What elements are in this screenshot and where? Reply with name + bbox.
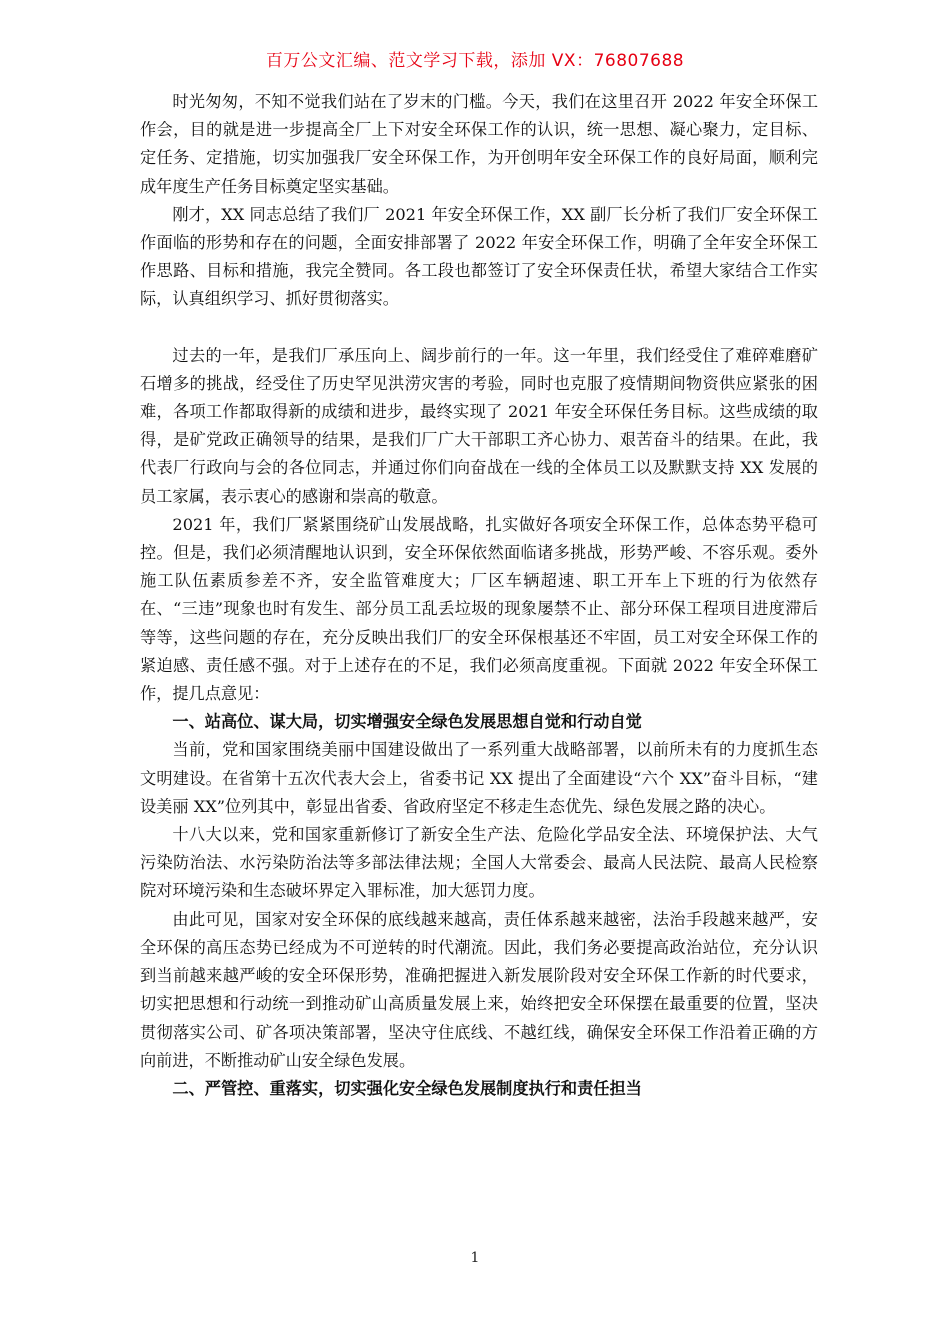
paragraph-laws: 十八大以来，党和国家重新修订了新安全生产法、危险化学品安全法、环境保护法、大气污染防治法、水污染防治法等多部法律法规；全国人大常委会、最高人民法院、最高人民检察院对环境污染和生态破坏界定入罪标准，加大惩罚力度。 <box>140 825 818 901</box>
page-number: 1 <box>470 1250 480 1266</box>
document-body <box>140 88 818 1103</box>
section-heading-1: 一、站高位、谋大局，切实增强安全绿色发展思想自觉和行动自觉 <box>172 712 642 732</box>
paragraph-summary: 刚才，XX 同志总结了我们厂 2021 年安全环保工作，XX 副厂长分析了我们厂安全环保工作面临的形势和存在的问题，全面安排部署了 2022 年安全环保工作，明确了全年安全环保工作思路、目标和措施，我完全赞同。各工段也都签订了安全环保责任状，希望大家结合工作实际，认真组织学习、抓好贯彻落实。 <box>140 204 818 309</box>
paragraph-national-strategy: 当前，党和国家围绕美丽中国建设做出了一系列重大战略部署，以前所未有的力度抓生态文明建设。在省第十五次代表大会上，省委书记 XX 提出了全面建设“六个 XX”奋斗目标，“建设美丽 XX”位列其中，彰显出省委、省政府坚定不移走生态优先、绿色发展之路的决心。 <box>140 740 818 816</box>
paragraph-past-year: 过去的一年，是我们厂承压向上、阔步前行的一年。这一年里，我们经受住了难碎难磨矿石增多的挑战，经受住了历史罕见洪涝灾害的考验，同时也克服了疫情期间物资供应紧张的困难，各项工作都取得新的成绩和进步，最终实现了 2021 年安全环保任务目标。这些成绩的取得，是矿党政正确领导的结果，是我们厂广大干部职工齐心协力、艰苦奋斗的结果。在此，我代表厂行政向与会的各位同志，并通过你们向奋战在一线的全体员工以及默默支持 XX 发展的员工家属，表示衷心的感谢和崇高的敬意。 <box>140 345 818 506</box>
paragraph-conclusion: 由此可见，国家对安全环保的底线越来越高，责任体系越来越密，法治手段越来越严，安全环保的高压态势已经成为不可逆转的时代潮流。因此，我们务必要提高政治站位，充分认识到当前越来越严峻的安全环保形势，准确把握进入新发展阶段对安全环保工作新的时代要求，切实把思想和行动统一到推动矿山高质量发展上来，始终把安全环保摆在最重要的位置，坚决贯彻落实公司、矿各项决策部署，坚决守住底线、不越红线，确保安全环保工作沿着正确的方向前进，不断推动矿山安全绿色发展。 <box>140 909 818 1070</box>
section-heading-2: 二、严管控、重落实，切实强化安全绿色发展制度执行和责任担当 <box>172 1078 642 1098</box>
paragraph-2021-review: 2021 年，我们厂紧紧围绕矿山发展战略，扎实做好各项安全环保工作，总体态势平稳可控。但是，我们必须清醒地认识到，安全环保依然面临诸多挑战，形势严峻、不容乐观。委外施工队伍素质参差不齐，安全监管难度大；厂区车辆超速、职工开车上下班的行为依然存在、“三违”现象也时有发生、部分员工乱丢垃圾的现象屡禁不止、部分环保工程项目进度滞后等等，这些问题的存在，充分反映出我们厂的安全环保根基还不牢固，员工对安全环保工作的紧迫感、责任感不强。对于上述存在的不足，我们必须高度重视。下面就 2022 年安全环保工作，提几点意见： <box>140 514 818 704</box>
promo-banner: 百万公文汇编、范文学习下载，添加 VX：76807688 <box>265 51 685 71</box>
paragraph-opening: 时光匆匆，不知不觉我们站在了岁末的门槛。今天，我们在这里召开 2022 年安全环保工作会，目的就是进一步提高全厂上下对安全环保工作的认识，统一思想、凝心聚力，定目标、定任务、定措施，切实加强我厂安全环保工作，为开创明年安全环保工作的良好局面，顺利完成年度生产任务目标奠定坚实基础。 <box>140 92 818 196</box>
paragraph-spacer <box>140 314 818 342</box>
